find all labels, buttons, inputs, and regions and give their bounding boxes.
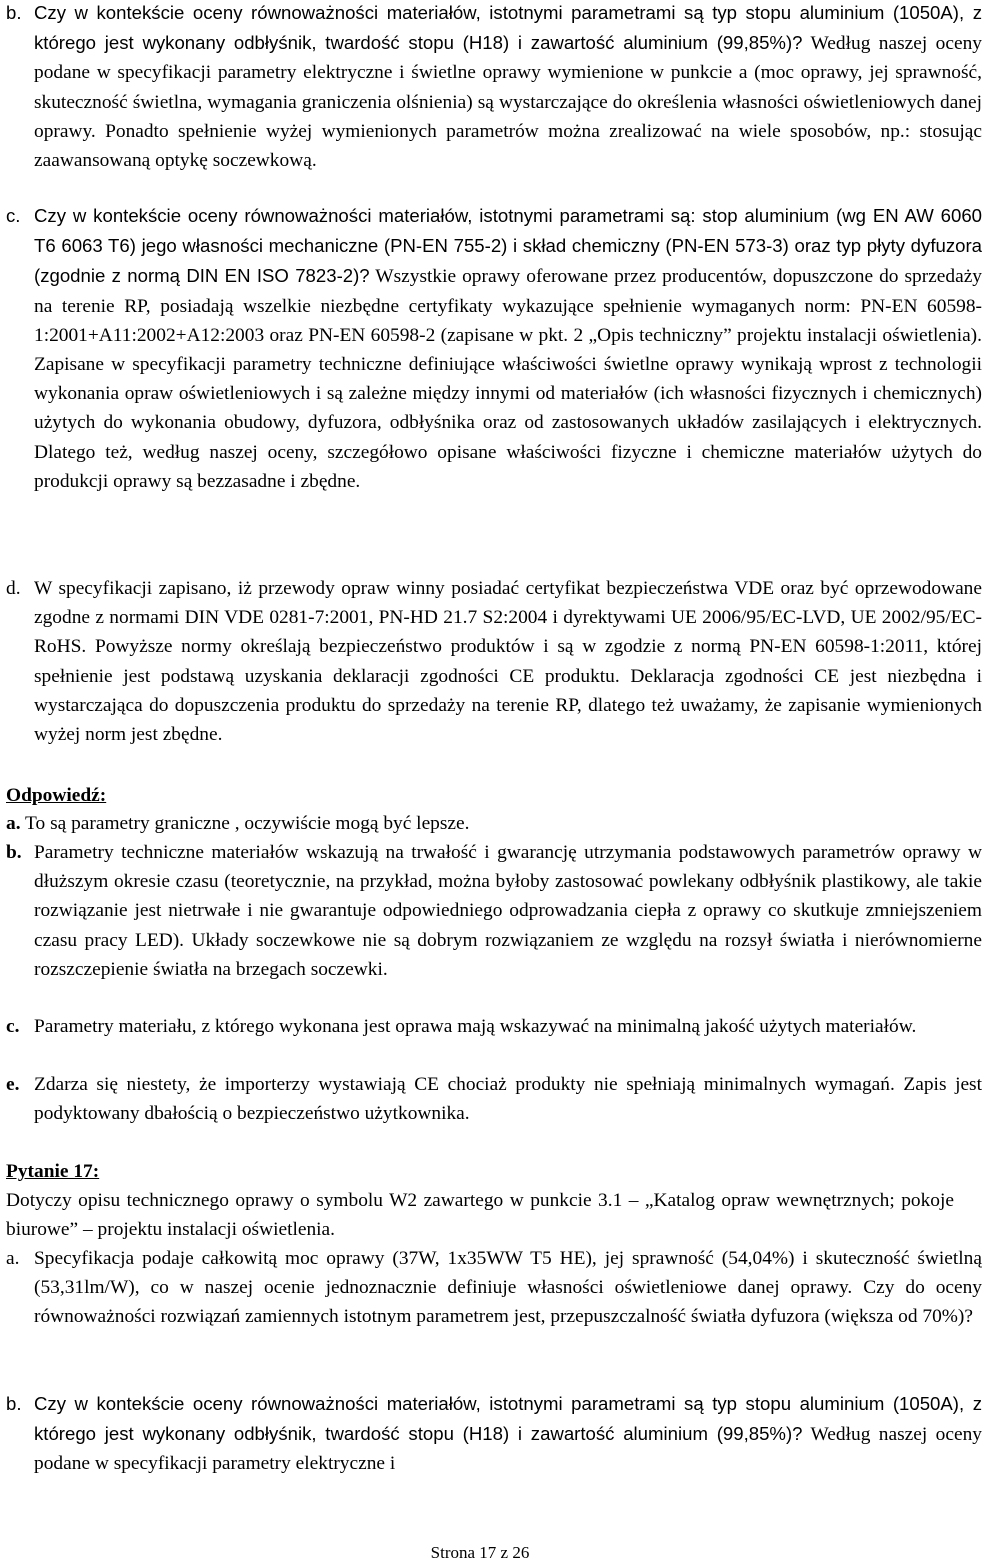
item-marker: e. [6, 1074, 20, 1095]
item-marker: b. [6, 1393, 22, 1414]
item-marker: b. [6, 2, 22, 23]
answer-heading-label: Odpowiedź: [6, 785, 107, 806]
answer-item-a [6, 809, 982, 838]
answer-item-c [6, 1012, 982, 1041]
item-marker: a. [6, 813, 21, 834]
item-text: Parametry techniczne materiałów wskazują na trwałość i gwarancję utrzymania podstawowych parametrów oprawy w dłuższym okresie czasu (teoretycznie, na przykład, można byłoby zastosować powlekany odbłyśnik plastikowy, ale takie rozwiązanie jest nietrwałe i nie gwarantuje odpowiedniego odprowadzania ciepła z oprawy co skutkuje zmniejszeniem czasu pracy LED). Układy soczewkowe nie są dobrym rozwiązaniem ze względu na rozsył światła i nierównomierne rozszczepienie światła na brzegach soczewki. [34, 842, 982, 980]
item-text: Zdarza się niestety, że importerzy wystawiają CE chociaż produkty nie spełniają minimalnych wymagań. Zapis jest podyktowany dbałością o bezpieczeństwo użytkownika. [34, 1074, 982, 1125]
question-item-c [6, 201, 982, 496]
question-text: Czy w kontekście oceny równoważności materiałów, istotnymi parametrami są: stop aluminium (wg EN AW 6060 T6 6063 T6) jego własności mechaniczne (PN-EN 755-2) i skład chemiczny (PN-EN 573-3) oraz typ płyty dyfuzora (zgodnie z normą DIN EN ISO 7823-2)? [34, 205, 982, 287]
item-marker: c. [6, 205, 21, 226]
item-text: Parametry materiału, z którego wykonana jest oprawa mają wskazywać na minimalną jakość użytych materiałów. [34, 1016, 917, 1037]
question17-heading-label: Pytanie 17: [6, 1161, 100, 1182]
answer-text: Wszystkie oprawy oferowane przez producentów, dopuszczone do sprzedaży na terenie RP, posiadają wszelkie niezbędne certyfikaty wykazujące spełnienie wymaganych norm: PN-EN 60598-1:2001+A11:2002+A12:2003 oraz PN-EN 60598-2 (zapisane w pkt. 2 „Opis techniczny” projektu instalacji oświetlenia). Zapisane w specyfikacji parametry techniczne definiujące właściwości świetlne oprawy wynikają wprost z technologii wykonania opraw oświetleniowych i są zależne między innymi od materiałów (ich własności fizycznych i chemicznych) użytych do wykonania obudowy, dyfuzora, odbłyśnika oraz od zastosowanych układów zasilających i elektrycznych. Dlatego też, według naszej oceny, szczegółowo opisane właściwości fizyczne i chemiczne materiałów użytych do produkcji oprawy są bezzasadne i zbędne. [34, 266, 982, 492]
answer-text: Według naszej oceny podane w specyfikacji parametry elektryczne i świetlne oprawy wymienione w punkcie a (moc oprawy, jej sprawność, skuteczność świetlna, wymagania graniczenia olśnienia) są wystarczające do określenia własności oświetleniowych danej oprawy. Ponadto spełnienie wyżej wymienionych parametrów można zrealizować na wiele sposobów, np.: stosując zaawansowaną optykę soczewkową. [34, 33, 982, 172]
question17-item-a [6, 1244, 982, 1332]
answer-text: Według naszej oceny podane w specyfikacji parametry elektryczne i [34, 1424, 982, 1475]
question-item-d [6, 574, 982, 749]
item-text: To są parametry graniczne , oczywiście mogą być lepsze. [25, 813, 470, 834]
item-marker: c. [6, 1016, 20, 1037]
item-marker: a. [6, 1248, 20, 1269]
item-text: Specyfikacja podaje całkowitą moc oprawy (37W, 1x35WW T5 HE), jej sprawność (54,04%) i skuteczność świetlną (53,31lm/W), co w naszej ocenie jednoznacznie definiuje własności oświetleniowe danej oprawy. Czy do oceny równoważności rozwiązań zamiennych istotnym parametrem jest, przepuszczalność światła dyfuzora (większa od 70%)? [34, 1248, 982, 1328]
question-text: Czy w kontekście oceny równoważności materiałów, istotnymi parametrami są typ stopu aluminium (1050A), z którego jest wykonany odbłyśnik, twardość stopu (H18) i zawartość aluminium (99,85%)? [34, 1393, 982, 1445]
question17-item-b [6, 1389, 982, 1479]
question-text: Czy w kontekście oceny równoważności materiałów, istotnymi parametrami są typ stopu aluminium (1050A), z którego jest wykonany odbłyśnik, twardość stopu (H18) i zawartość aluminium (99,85%)? [34, 2, 982, 54]
question17-heading [6, 1157, 954, 1186]
answer-heading [6, 781, 954, 810]
question17-intro [6, 1186, 954, 1244]
item-marker: b. [6, 842, 22, 863]
answer-item-e [6, 1070, 982, 1128]
item-text: W specyfikacji zapisano, iż przewody opraw winny posiadać certyfikat bezpieczeństwa VDE oraz być oprzewodowane zgodne z normami DIN VDE 0281-7:2001, PN-HD 21.7 S2:2004 i dyrektywami UE 2006/95/EC-LVD, UE 2002/95/EC-RoHS. Powyższe normy określają bezpieczeństwo produktów i są w zgodzie z normą PN-EN 60598-1:2011, której spełnienie jest podstawą uzyskania deklaracji zgodności CE produktu. Deklaracja zgodności CE jest niezbędna i wystarczająca do dopuszczenia produktu do sprzedaży na terenie RP, dlatego też uważamy, że zapisanie wymienionych wyżej norm jest zbędne. [34, 578, 982, 746]
item-marker: d. [6, 578, 21, 599]
question-item-b [6, 0, 982, 175]
page-number: Strona 17 z 26 [430, 1543, 530, 1562]
answer-item-b [6, 838, 982, 984]
question17-intro-text: Dotyczy opisu technicznego oprawy o symbolu W2 zawartego w punkcie 3.1 – „Katalog opraw wewnętrznych; pokoje biurowe” – projektu instalacji oświetlenia. [6, 1190, 954, 1241]
